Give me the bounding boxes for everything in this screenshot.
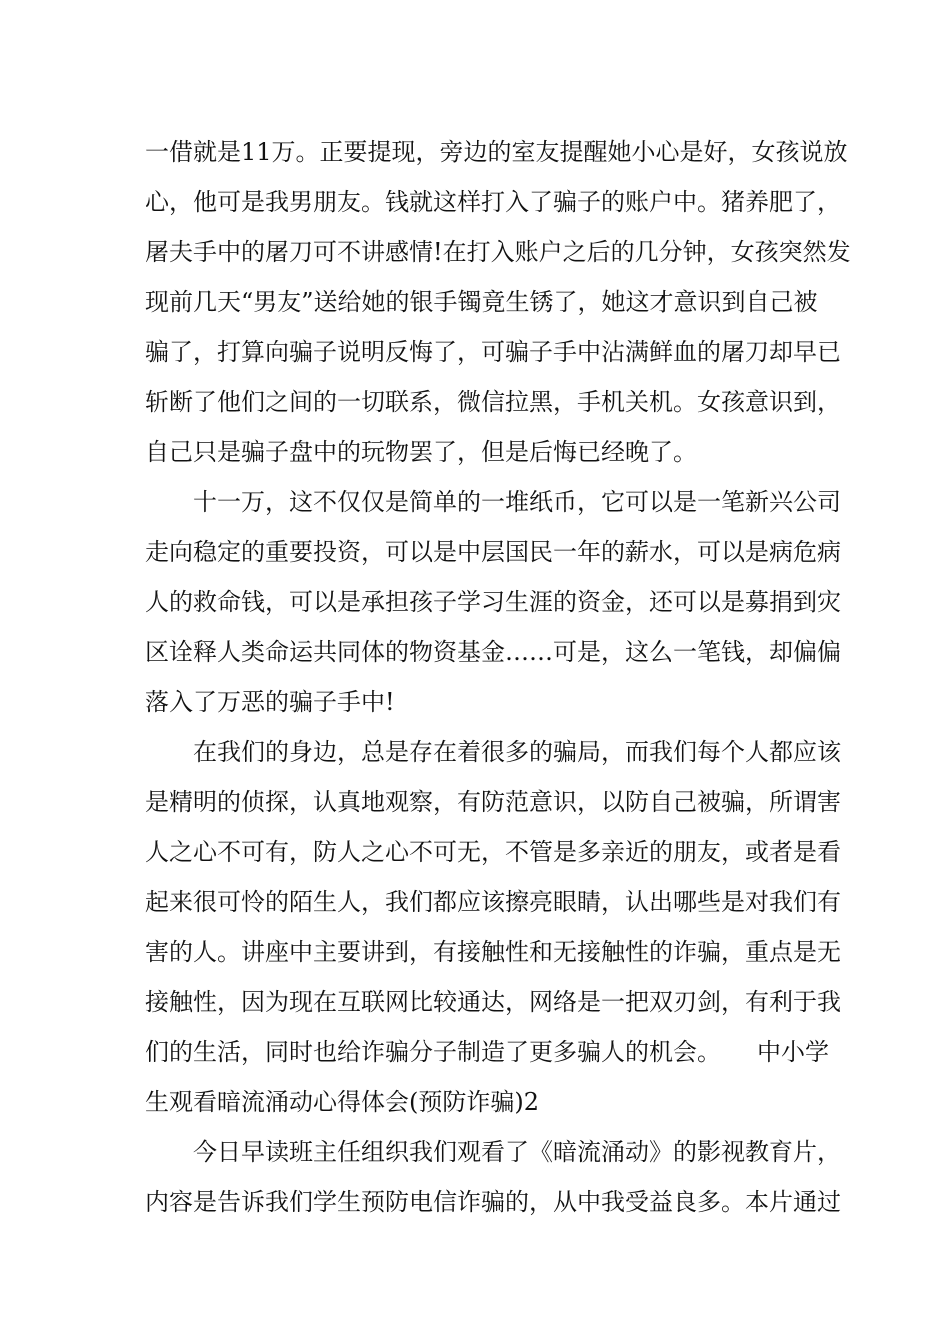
paragraph-line: 人的救命钱，可以是承担孩子学习生涯的资金，还可以是募捐到灾 bbox=[145, 588, 841, 616]
paragraph-line: 斩断了他们之间的一切联系，微信拉黑，手机关机。女孩意识到， bbox=[145, 388, 841, 416]
paragraph-line: 是精明的侦探，认真地观察，有防范意识，以防自己被骗，所谓害 bbox=[145, 788, 841, 816]
paragraph-line: 内容是告诉我们学生预防电信诈骗的，从中我受益良多。本片通过 bbox=[145, 1188, 841, 1216]
paragraph-line: 起来很可怜的陌生人，我们都应该擦亮眼睛，认出哪些是对我们有 bbox=[145, 888, 841, 916]
paragraph-line: 区诠释人类命运共同体的物资基金……可是，这么一笔钱，却偏偏 bbox=[145, 638, 841, 666]
paragraph-line: 十一万，这不仅仅是简单的一堆纸币，它可以是一笔新兴公司 bbox=[193, 488, 841, 516]
paragraph-line: 自己只是骗子盘中的玩物罢了，但是后悔已经晚了。 bbox=[145, 438, 697, 466]
paragraph-line: 心，他可是我男朋友。钱就这样打入了骗子的账户中。猪养肥了， bbox=[145, 188, 841, 216]
paragraph-line: 走向稳定的重要投资，可以是中层国民一年的薪水，可以是病危病 bbox=[145, 538, 841, 566]
section-title-line: 生观看暗流涌动心得体会(预防诈骗)2 bbox=[145, 1088, 539, 1116]
paragraph-line: 接触性，因为现在互联网比较通达，网络是一把双刃剑，有利于我 bbox=[145, 988, 841, 1016]
paragraph-line: 害的人。讲座中主要讲到，有接触性和无接触性的诈骗，重点是无 bbox=[145, 938, 841, 966]
paragraph-line: 骗了，打算向骗子说明反悔了，可骗子手中沾满鲜血的屠刀却早已 bbox=[145, 338, 841, 366]
paragraph-line: 人之心不可有，防人之心不可无，不管是多亲近的朋友，或者是看 bbox=[145, 838, 841, 866]
paragraph-line: 一借就是11万。正要提现，旁边的室友提醒她小心是好，女孩说放 bbox=[145, 138, 848, 166]
paragraph-line: 们的生活，同时也给诈骗分子制造了更多骗人的机会。 中小学 bbox=[145, 1038, 829, 1066]
paragraph-line: 现前几天“男友”送给她的银手镯竟生锈了，她这才意识到自己被 bbox=[145, 288, 818, 316]
paragraph-line: 今日早读班主任组织我们观看了《暗流涌动》的影视教育片， bbox=[193, 1138, 841, 1166]
paragraph-line: 在我们的身边，总是存在着很多的骗局，而我们每个人都应该 bbox=[193, 738, 841, 766]
paragraph-line: 屠夫手中的屠刀可不讲感情!在打入账户之后的几分钟，女孩突然发 bbox=[145, 238, 851, 266]
paragraph-line: 落入了万恶的骗子手中! bbox=[145, 688, 395, 716]
